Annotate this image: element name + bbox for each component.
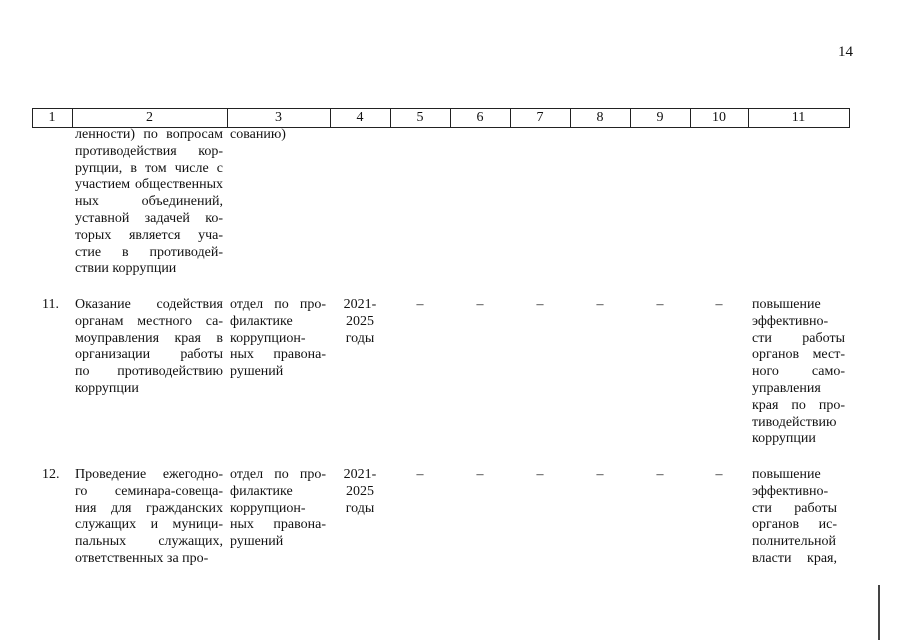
- text-line: рушений: [230, 534, 284, 550]
- text-line: по противодействию: [75, 364, 223, 380]
- scan-edge-mark: [878, 585, 880, 640]
- dash-cell: –: [416, 297, 424, 312]
- text-line: противодействия кор-: [75, 143, 223, 159]
- dash-cell: –: [715, 467, 723, 482]
- text-line: годы: [345, 500, 375, 516]
- text-line: 2025: [346, 483, 374, 499]
- text-line: ствии коррупции: [75, 261, 177, 277]
- text-line: эффективно-: [752, 313, 829, 329]
- text-line: стие в противодей-: [75, 244, 223, 260]
- activity-cell: [75, 297, 223, 398]
- text-line: ного само-: [752, 364, 845, 380]
- dash-cell: –: [596, 467, 604, 482]
- text-line: филактике: [230, 313, 293, 329]
- text-line: власти края,: [752, 550, 837, 566]
- text-line: эффективно-: [752, 483, 829, 499]
- text-line: го семинара-совеща-: [75, 483, 223, 499]
- text-line: филактике: [230, 483, 293, 499]
- text-line: 2021-: [343, 467, 377, 482]
- text-line: органов ис-: [752, 517, 837, 533]
- text-line: полнительной: [752, 534, 836, 550]
- text-line: ответственных за про-: [75, 550, 209, 566]
- text-line: отдел по про-: [230, 297, 326, 312]
- dash-cell: –: [476, 297, 484, 312]
- text-line: органов мест-: [752, 347, 845, 363]
- header-cell-2: 2: [146, 110, 153, 125]
- text-line: пальных служащих,: [75, 534, 223, 550]
- text-line: 2025: [346, 313, 374, 329]
- period-cell: [330, 467, 390, 517]
- text-line: края по про-: [752, 397, 845, 413]
- text-line: тиводействию: [752, 414, 837, 430]
- header-top-border: [32, 108, 850, 109]
- header-cell-11: 11: [791, 110, 806, 125]
- executor-cell: [230, 467, 326, 551]
- row-number: 12.: [42, 467, 60, 482]
- period-cell: [330, 297, 390, 347]
- dash-cell: –: [715, 297, 723, 312]
- text-line: ленности) по вопросам: [75, 127, 223, 142]
- text-line: 2021-: [343, 297, 377, 312]
- text-line: коррупции: [752, 431, 816, 447]
- executor-cell: [230, 297, 326, 381]
- header-cell-6: 6: [476, 110, 484, 125]
- dash-cell: –: [536, 297, 544, 312]
- text-line: уставной задачей ко-: [75, 210, 223, 226]
- text-line: Проведение ежегодно-: [75, 467, 223, 482]
- header-cell-1: 1: [48, 110, 56, 125]
- continuation-activity: [75, 127, 223, 278]
- activity-cell: [75, 467, 223, 568]
- row-number: 11.: [42, 297, 59, 312]
- text-line: отдел по про-: [230, 467, 326, 482]
- text-line: служащих и муници-: [75, 517, 223, 533]
- text-line: ных правона-: [230, 517, 326, 533]
- text-line: органам местного са-: [75, 313, 223, 329]
- text-line: ных объединений,: [75, 194, 223, 210]
- text-line: коррупцион-: [230, 500, 306, 516]
- text-line: сти работы: [752, 330, 845, 346]
- text-line: организации работы: [75, 347, 223, 363]
- header-cell-5: 5: [416, 110, 424, 125]
- dash-cell: –: [476, 467, 484, 482]
- text-line: коррупции: [75, 380, 139, 396]
- text-line: Оказание содействия: [75, 297, 223, 312]
- text-line: участием общественных: [75, 177, 223, 193]
- header-cell-3: 3: [275, 110, 282, 125]
- dash-cell: –: [656, 467, 664, 482]
- header-cell-8: 8: [596, 110, 604, 125]
- text-line: годы: [345, 330, 375, 346]
- text-line: рупции, в том числе с: [75, 160, 223, 176]
- header-cell-7: 7: [536, 110, 544, 125]
- dash-cell: –: [656, 297, 664, 312]
- header-cell-4: 4: [356, 110, 364, 125]
- dash-cell: –: [416, 467, 424, 482]
- text-line: коррупцион-: [230, 330, 306, 346]
- result-cell: [752, 467, 837, 568]
- text-line: повышение: [752, 467, 821, 482]
- text-line: моуправления края в: [75, 330, 223, 346]
- page-number: 14: [838, 44, 853, 60]
- result-cell: [752, 297, 845, 448]
- text-line: торых является уча-: [75, 227, 223, 243]
- header-col-divider: [849, 108, 850, 128]
- text-line: управления: [752, 380, 821, 396]
- text-line: рушений: [230, 364, 284, 380]
- text-line: ных правона-: [230, 347, 326, 363]
- continuation-executor: сованию): [230, 127, 286, 142]
- text-line: сти работы: [752, 500, 837, 516]
- header-cell-9: 9: [656, 110, 664, 125]
- text-line: ния для гражданских: [75, 500, 223, 516]
- dash-cell: –: [596, 297, 604, 312]
- header-cell-10: 10: [712, 110, 726, 125]
- text-line: повышение: [752, 297, 821, 312]
- dash-cell: –: [536, 467, 544, 482]
